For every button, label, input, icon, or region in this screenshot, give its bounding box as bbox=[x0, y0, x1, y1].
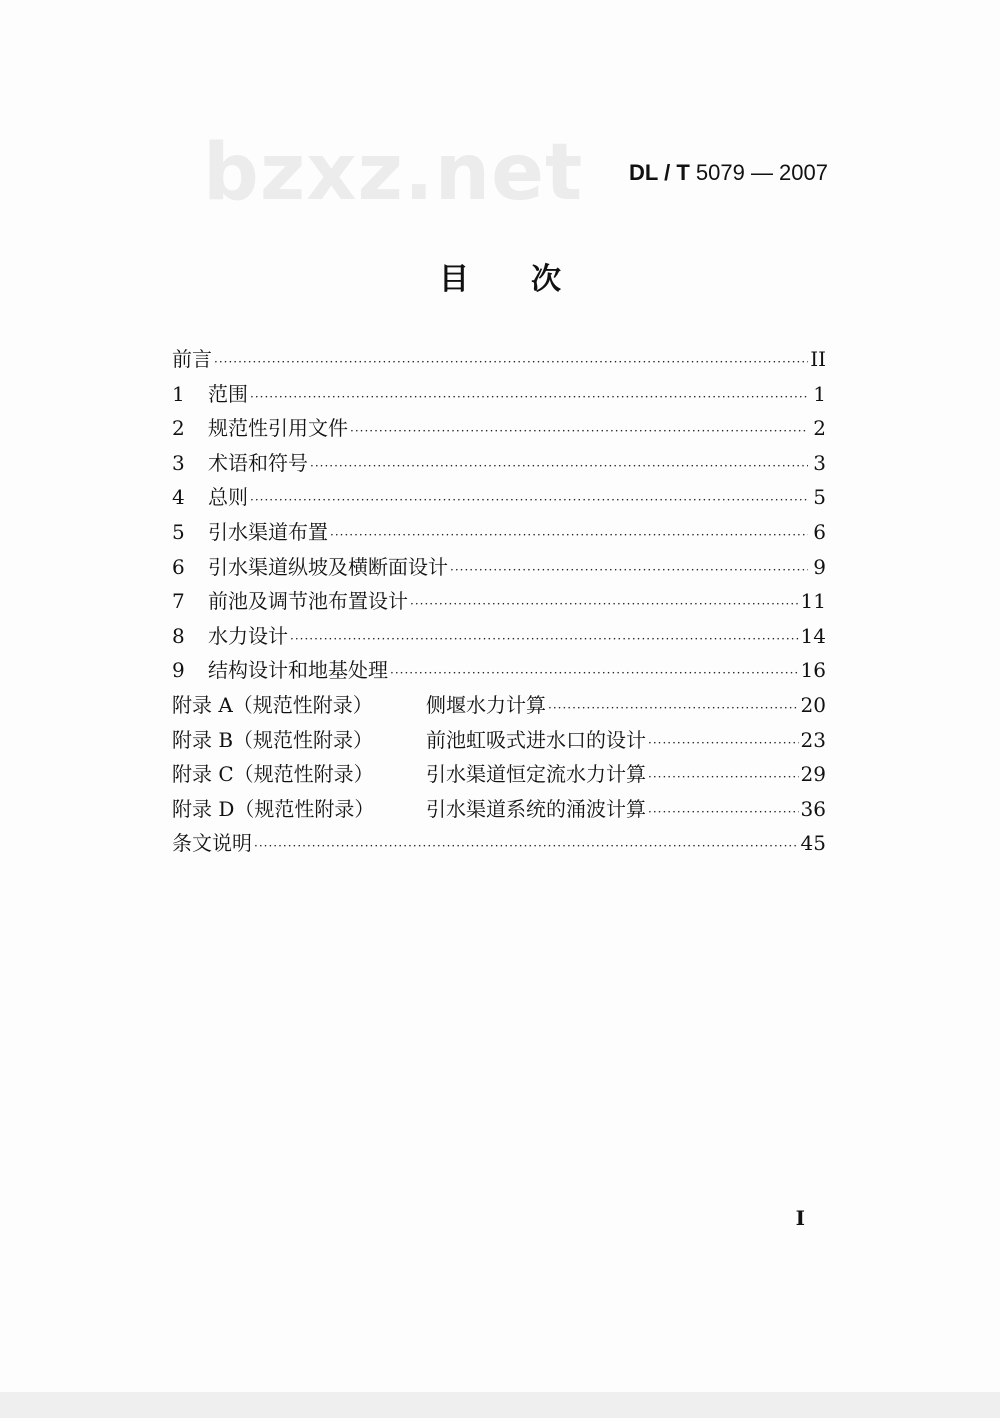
toc-entry-appendix-b[interactable] bbox=[172, 723, 826, 758]
toc-entry-page: 14 bbox=[800, 623, 826, 648]
toc-appendix-tag: 附录 B（规范性附录） bbox=[172, 727, 374, 752]
toc-entry-label: 结构设计和地基处理 bbox=[208, 658, 388, 683]
toc-entry-label: 范围 bbox=[208, 381, 248, 406]
table-of-contents bbox=[172, 342, 826, 861]
toc-entry-5[interactable] bbox=[172, 515, 826, 550]
standard-code-number: 5079 — 2007 bbox=[695, 160, 828, 185]
toc-leader-dots bbox=[250, 483, 808, 518]
toc-entry-appendix-a[interactable] bbox=[172, 688, 826, 723]
toc-appendix-tag: 附录 A（规范性附录） bbox=[172, 692, 373, 717]
toc-entry-number: 9 bbox=[172, 658, 185, 683]
toc-entry-page: 6 bbox=[813, 519, 826, 544]
toc-entry-number: 7 bbox=[172, 589, 185, 614]
toc-entry-4[interactable] bbox=[172, 480, 826, 515]
toc-entry-page: 11 bbox=[800, 589, 826, 614]
toc-leader-dots bbox=[214, 345, 808, 380]
toc-entry-page: 20 bbox=[800, 692, 826, 717]
toc-entry-appendix-c[interactable] bbox=[172, 757, 826, 792]
toc-entry-page: 2 bbox=[813, 416, 826, 441]
toc-entry-preface[interactable] bbox=[172, 342, 826, 377]
toc-entry-7[interactable] bbox=[172, 584, 826, 619]
toc-entry-1[interactable] bbox=[172, 377, 826, 412]
toc-leader-dots bbox=[330, 518, 808, 553]
toc-entry-label: 前言 bbox=[172, 347, 212, 371]
toc-entry-number: 8 bbox=[172, 623, 185, 648]
toc-entry-9[interactable] bbox=[172, 653, 826, 688]
toc-appendix-tag: 附录 C（规范性附录） bbox=[172, 762, 374, 787]
toc-entry-label: 总则 bbox=[208, 485, 248, 510]
page-number: I bbox=[795, 1206, 805, 1230]
toc-leader-dots bbox=[410, 587, 799, 622]
toc-entry-page: 16 bbox=[800, 658, 826, 683]
toc-entry-label: 引水渠道纵坡及横断面设计 bbox=[208, 554, 448, 579]
toc-entry-page: 23 bbox=[800, 727, 826, 752]
toc-entry-6[interactable] bbox=[172, 550, 826, 585]
toc-entry-number: 4 bbox=[172, 485, 185, 510]
toc-entry-8[interactable] bbox=[172, 619, 826, 654]
toc-entry-label: 侧堰水力计算 bbox=[426, 692, 546, 717]
toc-entry-page: 29 bbox=[800, 762, 826, 787]
toc-entry-label: 前池及调节池布置设计 bbox=[208, 589, 408, 614]
toc-entry-page: 3 bbox=[813, 450, 826, 475]
toc-entry-label: 前池虹吸式进水口的设计 bbox=[426, 727, 646, 752]
toc-entry-label: 条文说明 bbox=[172, 831, 252, 856]
toc-leader-dots bbox=[390, 656, 799, 691]
toc-entry-page: 5 bbox=[813, 485, 826, 510]
watermark: bzxz.net bbox=[203, 128, 584, 218]
toc-entry-appendix-d[interactable] bbox=[172, 792, 826, 827]
toc-leader-dots bbox=[648, 726, 799, 761]
page-title: 目次 bbox=[439, 262, 623, 297]
toc-entry-number: 3 bbox=[172, 450, 185, 475]
toc-entry-number: 5 bbox=[172, 519, 185, 544]
toc-leader-dots bbox=[350, 414, 808, 449]
toc-leader-dots bbox=[548, 691, 799, 726]
toc-entry-3[interactable] bbox=[172, 446, 826, 481]
toc-leader-dots bbox=[450, 553, 808, 588]
standard-code-prefix: DL / T bbox=[629, 160, 690, 185]
toc-entry-page: 1 bbox=[813, 381, 826, 406]
toc-entry-page: 9 bbox=[813, 554, 826, 579]
toc-leader-dots bbox=[648, 760, 799, 795]
toc-entry-label: 引水渠道布置 bbox=[208, 519, 328, 544]
toc-leader-dots bbox=[290, 622, 799, 657]
standard-code bbox=[629, 160, 828, 186]
toc-leader-dots bbox=[648, 795, 799, 830]
viewer-bottom-strip bbox=[0, 1392, 1000, 1418]
toc-entry-2[interactable] bbox=[172, 411, 826, 446]
toc-leader-dots bbox=[250, 380, 808, 415]
toc-entry-label: 水力设计 bbox=[208, 623, 288, 648]
toc-entry-label: 引水渠道系统的涌波计算 bbox=[426, 796, 646, 821]
toc-entry-explanation[interactable] bbox=[172, 826, 826, 861]
toc-entry-label: 引水渠道恒定流水力计算 bbox=[426, 762, 646, 787]
toc-appendix-tag: 附录 D（规范性附录） bbox=[172, 796, 375, 821]
toc-entry-number: 2 bbox=[172, 416, 185, 441]
toc-entry-number: 1 bbox=[172, 381, 185, 406]
toc-entry-label: 规范性引用文件 bbox=[208, 416, 348, 441]
toc-entry-page: 45 bbox=[800, 831, 826, 856]
toc-leader-dots bbox=[310, 449, 808, 484]
toc-leader-dots bbox=[254, 829, 799, 864]
toc-entry-number: 6 bbox=[172, 554, 185, 579]
toc-entry-page: II bbox=[810, 347, 826, 371]
toc-entry-label: 术语和符号 bbox=[208, 450, 308, 475]
toc-entry-page: 36 bbox=[800, 796, 826, 821]
